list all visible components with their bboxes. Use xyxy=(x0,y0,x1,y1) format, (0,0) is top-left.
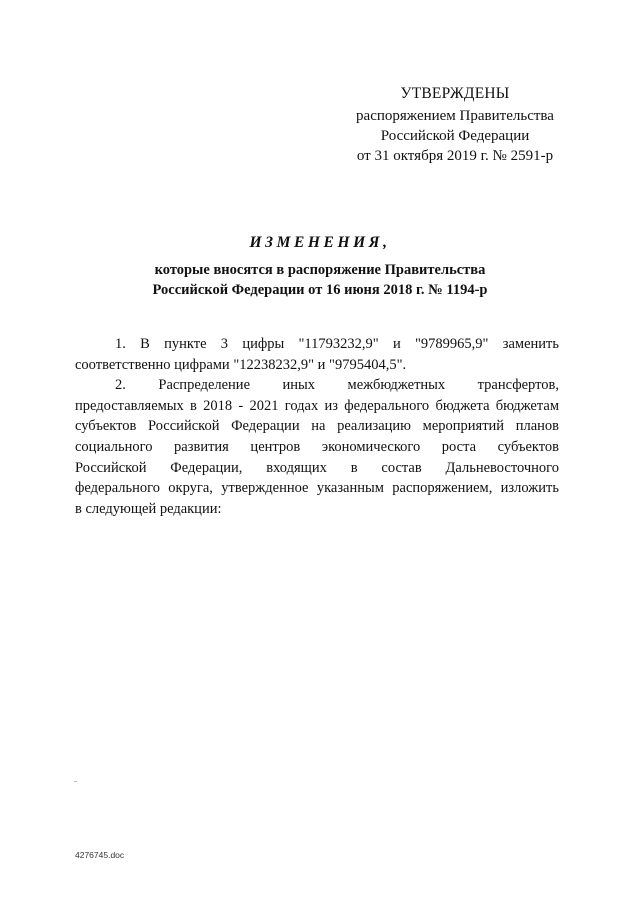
paragraph-2 xyxy=(75,375,559,519)
subtitle-line-2: Российской Федерации от 16 июня 2018 г. № 1194-р xyxy=(152,282,488,298)
document-body xyxy=(75,334,559,519)
paragraph-2-line-1: 2. Распределение иных межбюджетных трансфертов, xyxy=(115,377,559,394)
document-subtitle xyxy=(60,260,580,300)
paragraph-2-line-6: федерального округа, утвержденное указанным распоряжением, изложить xyxy=(75,480,559,497)
paragraph-2-line-2: предоставляемых в 2018 - 2021 годах из федерального бюджета бюджетам xyxy=(75,397,559,414)
approval-block xyxy=(340,84,570,166)
approval-line-2: Российской Федерации xyxy=(380,128,530,144)
paragraph-1-line-1: 1. В пункте 3 цифры "11793232,9" и "9789965,9" заменить xyxy=(115,336,559,352)
paragraph-2-line-4: социального развития центров экономического роста субъектов xyxy=(75,438,559,455)
paragraph-2-line-7: в следующей редакции: xyxy=(75,500,222,517)
paragraph-1-line-2: соответственно цифрами "12238232,9" и "9795404,5". xyxy=(75,356,407,373)
approval-line-3: от 31 октября 2019 г. № 2591-р xyxy=(356,148,554,164)
paragraph-1 xyxy=(75,334,559,375)
paragraph-2-line-3: субъектов Российской Федерации на реализацию мероприятий планов xyxy=(75,418,559,435)
document-title: ИЗМЕНЕНИЯ, xyxy=(249,234,391,251)
margin-mark xyxy=(74,781,77,782)
subtitle-line-1: которые вносятся в распоряжение Правительства xyxy=(154,262,486,278)
paragraph-2-line-5: Российской Федерации, входящих в состав Дальневосточного xyxy=(75,459,559,476)
approval-heading: УТВЕРЖДЕНЫ xyxy=(400,85,510,102)
footer-filename: 4276745.doc xyxy=(75,850,125,860)
approval-line-1: распоряжением Правительства xyxy=(356,108,554,124)
